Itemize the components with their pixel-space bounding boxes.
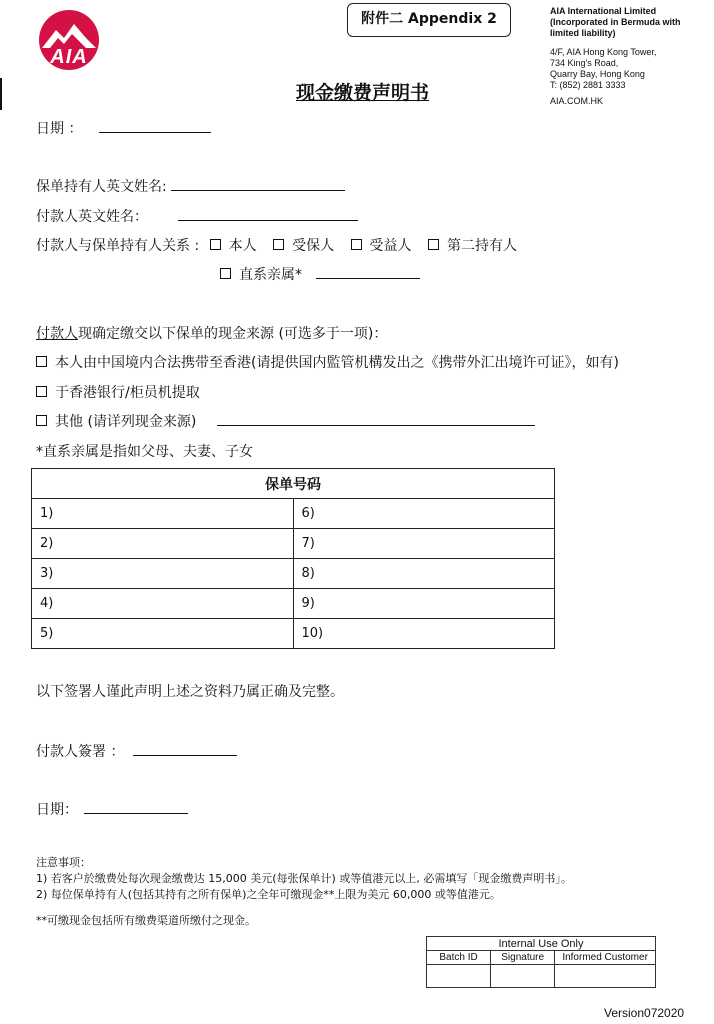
policy-cell[interactable]: 6): [293, 499, 555, 529]
policy-table-header: 保单号码: [32, 469, 555, 499]
table-row: [32, 589, 555, 619]
date2-row: [36, 799, 188, 819]
table-row: [32, 499, 555, 529]
policy-cell[interactable]: 7): [293, 529, 555, 559]
internal-informed-customer-cell[interactable]: [555, 965, 656, 988]
company-liability: limited liability): [550, 28, 616, 38]
source-option-2-row: [36, 382, 200, 402]
relation-relative-row: [220, 264, 420, 284]
source-option-3-row: [36, 411, 535, 431]
relation-option-self: 本人: [228, 238, 257, 254]
source-option-3: 其他 (请详列现金来源): [55, 414, 197, 430]
payer-name-field[interactable]: [178, 206, 358, 221]
internal-use-title: Internal Use Only: [427, 937, 656, 951]
internal-header-row: [427, 951, 656, 965]
company-tel: T: (852) 2881 3333: [550, 80, 626, 90]
relation-label: 付款人与保单持有人关系 :: [36, 238, 200, 254]
payer-name-label: 付款人英文姓名：: [36, 209, 148, 225]
company-address-2: 734 King's Road,: [550, 58, 619, 68]
relation-option-second-holder: 第二持有人: [446, 238, 517, 254]
policy-cell[interactable]: 3): [32, 559, 294, 589]
holder-name-label: 保单持有人英文姓名:: [36, 179, 167, 195]
internal-use-table: [426, 936, 656, 988]
source-option-1: 本人由中国境内合法携带至香港(请提供国内監管机構发出之《携带外汇出境许可证》，如有): [55, 355, 619, 371]
policy-number-table: [31, 468, 555, 649]
source-intro-payer: 付款人: [36, 326, 78, 342]
relation-row: [36, 235, 517, 255]
note-item-1: 1) 若客户於缴费处每次现金缴费达 15,000 美元(每张保单计) 或等值港元以上, 必需填写「现金缴费声明书」。: [36, 872, 572, 885]
notes-heading: 注意事项：: [36, 856, 91, 869]
signature-label: 付款人簽署 ：: [36, 744, 125, 760]
table-row: [32, 529, 555, 559]
company-website: AIA.COM.HK: [550, 96, 604, 106]
internal-col-informed-customer: Informed Customer: [555, 951, 656, 965]
company-name: AIA International Limited: [550, 6, 657, 16]
date2-label: 日期：: [36, 802, 78, 818]
relation-relative-field[interactable]: [316, 264, 420, 279]
internal-signature-cell[interactable]: [491, 965, 555, 988]
internal-col-signature: Signature: [491, 951, 555, 965]
policy-cell[interactable]: 2): [32, 529, 294, 559]
source-intro: [36, 323, 387, 343]
relation-checkbox-self[interactable]: [210, 239, 221, 250]
relative-note: *直系亲属是指如父母、夫妻、子女: [36, 444, 253, 460]
policy-cell[interactable]: 8): [293, 559, 555, 589]
holder-name-row: [36, 176, 345, 196]
source-option-1-row: [36, 352, 619, 372]
appendix-label: 附件二 Appendix 2: [361, 11, 497, 27]
relation-checkbox-second-holder[interactable]: [428, 239, 439, 250]
date-label: 日期 ：: [36, 121, 83, 137]
source-checkbox-2[interactable]: [36, 386, 47, 397]
source-other-field[interactable]: [217, 411, 535, 426]
source-option-2: 于香港银行/柜员机提取: [55, 385, 200, 401]
logo-text: AIA: [50, 46, 88, 68]
internal-batch-id-cell[interactable]: [427, 965, 491, 988]
policy-cell[interactable]: 4): [32, 589, 294, 619]
signature-row: [36, 741, 237, 761]
relation-checkbox-beneficiary[interactable]: [351, 239, 362, 250]
source-checkbox-3[interactable]: [36, 415, 47, 426]
declaration-text: 以下签署人谨此声明上述之资料乃属正确及完整。: [36, 684, 344, 700]
appendix-box: [347, 3, 511, 37]
aia-logo: [36, 8, 102, 72]
source-checkbox-1[interactable]: [36, 356, 47, 367]
note-item-2: 2) 每位保单持有人(包括其持有之所有保单)之全年可缴现金**上限为美元 60,000 或等值港元。: [36, 888, 501, 901]
relation-option-beneficiary: 受益人: [369, 238, 412, 254]
relation-option-insured: 受保人: [292, 238, 335, 254]
signature-field[interactable]: [133, 741, 237, 756]
notes-section: [36, 855, 572, 929]
policy-cell[interactable]: 9): [293, 589, 555, 619]
company-address-1: 4/F, AIA Hong Kong Tower,: [550, 47, 657, 57]
policy-cell[interactable]: 10): [293, 619, 555, 649]
internal-col-batch-id: Batch ID: [427, 951, 491, 965]
internal-value-row: [427, 965, 656, 988]
policy-cell[interactable]: 1): [32, 499, 294, 529]
policy-table-header-row: [32, 469, 555, 499]
table-row: [32, 619, 555, 649]
page-title: 现金缴费声明书: [296, 82, 430, 104]
relation-options: [210, 238, 517, 254]
date-field[interactable]: [99, 118, 211, 133]
table-row: [32, 559, 555, 589]
date-row: [36, 118, 211, 138]
relation-option-relative: 直系亲属*: [239, 267, 302, 283]
relation-checkbox-insured[interactable]: [273, 239, 284, 250]
date2-field[interactable]: [84, 799, 188, 814]
holder-name-field[interactable]: [171, 176, 345, 191]
company-incorporated: (Incorporated in Bermuda with: [550, 17, 681, 27]
notes-footnote: **可缴现金包括所有缴费渠道所缴付之现金。: [36, 914, 256, 927]
payer-name-row: [36, 206, 358, 226]
policy-cell[interactable]: 5): [32, 619, 294, 649]
internal-title-row: [427, 937, 656, 951]
source-intro-text: 现确定缴交以下保单的现金来源 (可选多于一项)：: [78, 326, 388, 342]
version-label: Version072020: [604, 1006, 685, 1020]
relation-checkbox-relative[interactable]: [220, 268, 231, 279]
company-address-3: Quarry Bay, Hong Kong: [550, 69, 645, 79]
